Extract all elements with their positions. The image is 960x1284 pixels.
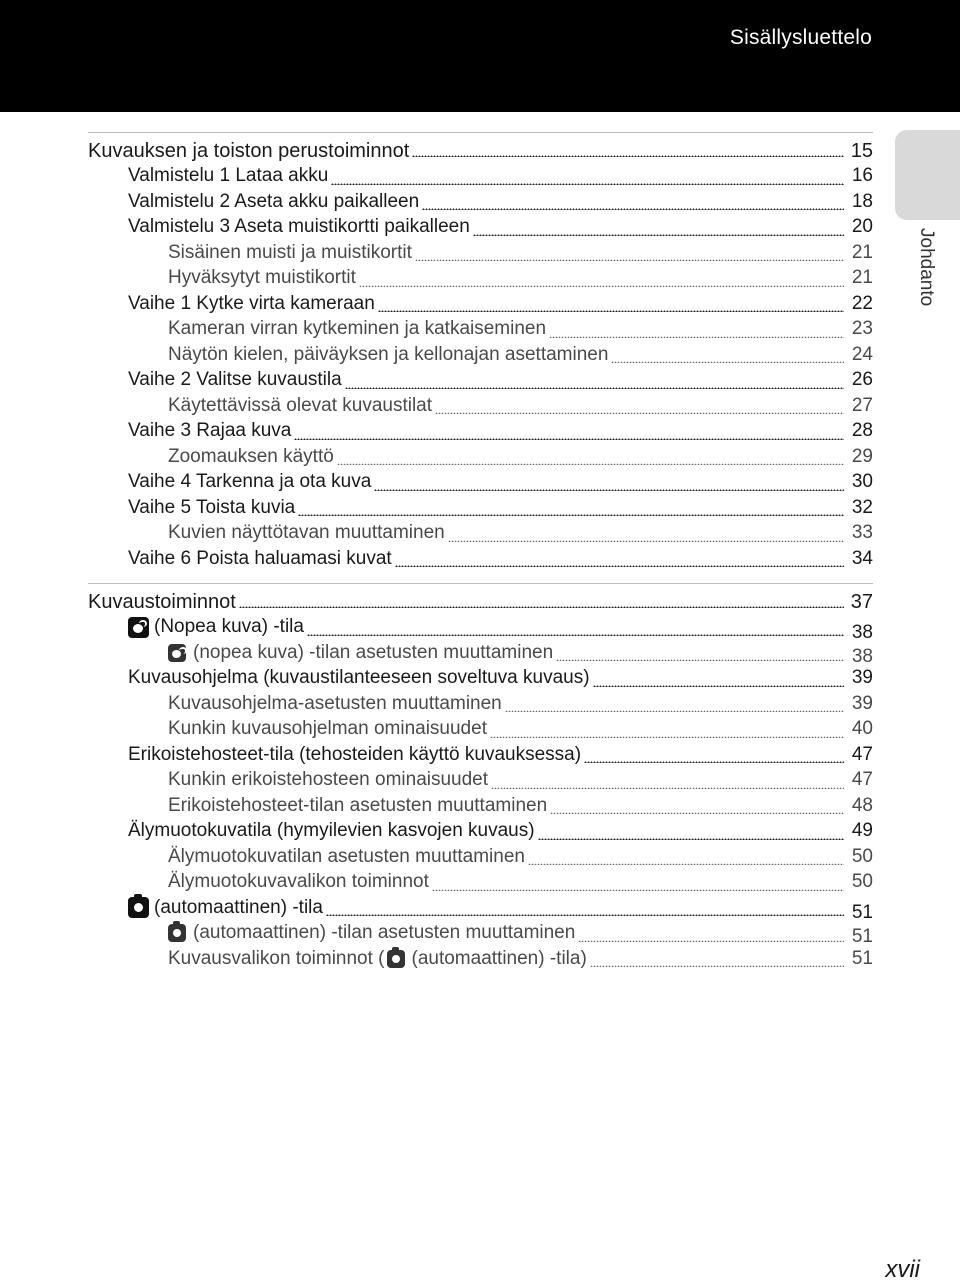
toc-page-number: 39 bbox=[851, 692, 873, 714]
toc-entry-text: Älymuotokuvatilan asetusten muuttaminen bbox=[168, 845, 525, 867]
toc-page-number: 26 bbox=[851, 369, 873, 390]
toc-entry[interactable] bbox=[88, 693, 873, 719]
toc-page-number: 32 bbox=[851, 496, 873, 518]
toc-entry[interactable] bbox=[88, 642, 873, 668]
toc-entry-text: Näytön kielen, päiväyksen ja kellonajan asettaminen bbox=[168, 343, 609, 365]
toc-entry[interactable] bbox=[88, 548, 873, 574]
toc-entry[interactable] bbox=[88, 165, 873, 191]
toc-entry-text: Erikoistehosteet-tilan asetusten muuttaminen bbox=[168, 794, 548, 816]
toc-page-number: 18 bbox=[851, 190, 873, 212]
dot-leader bbox=[345, 387, 844, 389]
toc-entry-title bbox=[168, 522, 445, 544]
dot-leader bbox=[549, 336, 844, 338]
toc-entry-title bbox=[168, 693, 502, 715]
dot-leader bbox=[550, 812, 844, 814]
toc-page-number: 16 bbox=[851, 165, 873, 186]
toc-entry-title bbox=[128, 293, 375, 315]
toc-entry-title bbox=[168, 795, 547, 817]
toc-entry[interactable] bbox=[88, 948, 873, 974]
toc-entry[interactable] bbox=[88, 344, 873, 370]
dot-leader bbox=[298, 514, 844, 516]
toc-page-number: 48 bbox=[851, 794, 873, 816]
toc-page-number: 21 bbox=[851, 267, 873, 288]
toc-page-number: 38 bbox=[851, 645, 873, 667]
toc-page-number: 49 bbox=[851, 820, 873, 841]
toc-entry-title bbox=[168, 395, 432, 417]
toc-entry[interactable] bbox=[88, 897, 873, 923]
toc-section-heading[interactable] bbox=[88, 584, 873, 616]
easy-auto-icon bbox=[168, 644, 186, 662]
toc-entry-title bbox=[128, 497, 295, 519]
toc-entry-text: (automaattinen) -tila bbox=[154, 896, 323, 918]
dot-leader bbox=[611, 361, 844, 363]
dot-leader bbox=[331, 183, 844, 185]
dot-leader bbox=[490, 736, 844, 738]
toc-entry-text: Hyväksytyt muistikortit bbox=[168, 267, 356, 288]
toc-page-number: 51 bbox=[851, 902, 873, 923]
toc-entry-text: Kuvien näyttötavan muuttaminen bbox=[168, 522, 445, 543]
dot-leader bbox=[359, 285, 844, 287]
toc-entry-title bbox=[128, 471, 371, 493]
toc-page-number: 39 bbox=[851, 667, 873, 688]
toc-entry-text: Kuvauksen ja toiston perustoiminnot bbox=[88, 140, 410, 162]
toc-entry-title bbox=[168, 769, 488, 791]
toc-entry-text: Älymuotokuvavalikon toiminnot bbox=[168, 871, 429, 892]
dot-leader bbox=[584, 761, 844, 763]
toc-entry[interactable] bbox=[88, 922, 873, 948]
toc-entry[interactable] bbox=[88, 744, 873, 770]
toc-entry-title bbox=[168, 267, 356, 289]
side-tab-label: Johdanto bbox=[916, 228, 937, 307]
toc-entry-text: Valmistelu 1 Lataa akku bbox=[128, 165, 329, 186]
toc-entry-title bbox=[128, 165, 328, 187]
toc-entry[interactable] bbox=[88, 267, 873, 293]
toc-entry-title bbox=[128, 897, 323, 919]
toc-entry-text: Valmistelu 3 Aseta muistikortti paikalleen bbox=[128, 216, 470, 237]
toc-entry-text: Vaihe 4 Tarkenna ja ota kuva bbox=[128, 471, 372, 492]
dot-leader bbox=[590, 965, 844, 967]
toc-entry-text-after: (automaattinen) -tila) bbox=[411, 947, 587, 969]
toc-page-number: 29 bbox=[851, 445, 873, 467]
toc-entry[interactable] bbox=[88, 769, 873, 795]
dot-leader bbox=[307, 634, 844, 636]
toc-entry[interactable] bbox=[88, 497, 873, 523]
dot-leader bbox=[578, 940, 844, 942]
dot-leader bbox=[239, 606, 844, 608]
toc-entry[interactable] bbox=[88, 318, 873, 344]
toc-entry-text: Käytettävissä olevat kuvaustilat bbox=[168, 394, 433, 416]
dot-leader bbox=[528, 863, 844, 865]
toc-entry-title bbox=[128, 616, 304, 638]
toc-entry-title bbox=[128, 744, 581, 766]
toc-entry[interactable] bbox=[88, 395, 873, 421]
toc-entry[interactable] bbox=[88, 718, 873, 744]
toc-entry-text: Zoomauksen käyttö bbox=[168, 445, 334, 467]
easy-auto-icon bbox=[128, 617, 149, 638]
header-title: Sisällysluettelo bbox=[729, 26, 872, 49]
toc-page-number: 47 bbox=[851, 743, 873, 765]
toc-entry-text: (Nopea kuva) -tila bbox=[154, 616, 304, 637]
dot-leader bbox=[491, 787, 844, 789]
toc-entry-text: (nopea kuva) -tilan asetusten muuttaminen bbox=[193, 641, 554, 663]
toc-entry-title bbox=[128, 548, 392, 570]
toc-section-heading[interactable] bbox=[88, 133, 873, 165]
toc-entry-title bbox=[168, 871, 429, 893]
toc-page-number: 38 bbox=[851, 621, 873, 643]
toc-entry-text: Kuvausvalikon toiminnot ( bbox=[168, 947, 385, 969]
toc-entry-title bbox=[168, 242, 412, 264]
dot-leader bbox=[337, 463, 844, 465]
toc-page-number: 23 bbox=[851, 318, 873, 339]
toc-entry[interactable] bbox=[88, 242, 873, 268]
dot-leader bbox=[378, 310, 844, 312]
toc-entry-title bbox=[168, 948, 587, 970]
dot-leader bbox=[448, 540, 844, 542]
dot-leader bbox=[374, 489, 844, 491]
toc-entry[interactable] bbox=[88, 191, 873, 217]
header-bar bbox=[0, 0, 960, 112]
toc-entry-text: (automaattinen) -tilan asetusten muuttaminen bbox=[193, 922, 576, 943]
toc-entry-text: Vaihe 1 Kytke virta kameraan bbox=[128, 292, 375, 314]
toc-entry-title bbox=[168, 318, 546, 340]
toc-entry[interactable] bbox=[88, 293, 873, 319]
toc-page-number: 51 bbox=[851, 947, 873, 969]
toc-entry-title bbox=[88, 591, 236, 614]
toc-page-number: 40 bbox=[851, 718, 873, 739]
toc-page-number: 33 bbox=[851, 522, 873, 543]
toc-entry[interactable] bbox=[88, 795, 873, 821]
toc-entry-text: Kunkin kuvausohjelman ominaisuudet bbox=[168, 718, 487, 739]
dot-leader bbox=[435, 412, 844, 414]
toc-page-number: 21 bbox=[851, 241, 873, 263]
dot-leader bbox=[294, 438, 844, 440]
toc-entry-title bbox=[128, 191, 419, 213]
toc-entry-text: Vaihe 2 Valitse kuvaustila bbox=[128, 369, 342, 390]
toc-entry[interactable] bbox=[88, 871, 873, 897]
camera-auto-icon bbox=[128, 897, 149, 918]
dot-leader bbox=[415, 259, 844, 261]
toc-entry-text: Sisäinen muisti ja muistikortit bbox=[168, 241, 412, 263]
toc-entry[interactable] bbox=[88, 471, 873, 497]
toc-page-number: 22 bbox=[851, 292, 873, 314]
toc-entry-title bbox=[88, 140, 409, 163]
toc-page-number: 30 bbox=[851, 471, 873, 492]
toc-entry-title bbox=[168, 642, 553, 664]
toc-page-number: 47 bbox=[851, 769, 873, 790]
toc-page-number: 50 bbox=[851, 871, 873, 892]
toc-entry-title bbox=[128, 820, 535, 842]
toc-entry-text: Vaihe 6 Poista haluamasi kuvat bbox=[128, 547, 392, 569]
toc-entry-title bbox=[128, 420, 291, 442]
toc-entry-title bbox=[128, 369, 342, 391]
table-of-contents bbox=[88, 132, 873, 973]
toc-entry-title bbox=[128, 667, 590, 689]
dot-leader bbox=[326, 914, 844, 916]
toc-entry[interactable] bbox=[88, 667, 873, 693]
toc-entry[interactable] bbox=[88, 820, 873, 846]
toc-entry[interactable] bbox=[88, 216, 873, 242]
toc-entry-title bbox=[168, 846, 525, 868]
toc-entry-text: Kuvaustoiminnot bbox=[88, 591, 236, 613]
toc-entry-title bbox=[168, 718, 487, 740]
toc-entry-title bbox=[168, 446, 334, 468]
toc-entry[interactable] bbox=[88, 369, 873, 395]
toc-entry-text: Älymuotokuvatila (hymyilevien kasvojen kuvaus) bbox=[128, 820, 535, 841]
toc-page-number: 51 bbox=[851, 926, 873, 947]
dot-leader bbox=[422, 208, 844, 210]
camera-auto-icon bbox=[387, 950, 405, 968]
side-tab bbox=[895, 130, 960, 220]
toc-entry[interactable] bbox=[88, 846, 873, 872]
dot-leader bbox=[473, 234, 844, 236]
toc-page-number: 37 bbox=[850, 591, 873, 613]
toc-entry-title bbox=[128, 216, 470, 238]
toc-entry-text: Erikoistehosteet-tila (tehosteiden käyttö kuvauksessa) bbox=[128, 743, 582, 765]
dot-leader bbox=[395, 565, 844, 567]
toc-entry[interactable] bbox=[88, 446, 873, 472]
dot-leader bbox=[593, 685, 844, 687]
toc-page-number: 24 bbox=[851, 343, 873, 365]
dot-leader bbox=[412, 155, 844, 157]
toc-entry-text: Vaihe 5 Toista kuvia bbox=[128, 496, 296, 518]
toc-page-number: 50 bbox=[851, 845, 873, 867]
toc-page-number: 27 bbox=[851, 394, 873, 416]
toc-entry-title bbox=[168, 344, 608, 366]
toc-entry-text: Kunkin erikoistehosteen ominaisuudet bbox=[168, 769, 489, 790]
toc-entry-text: Kuvausohjelma (kuvaustilanteeseen soveltuva kuvaus) bbox=[128, 667, 590, 688]
dot-leader bbox=[432, 889, 844, 891]
dot-leader bbox=[556, 659, 844, 661]
dot-leader bbox=[505, 710, 844, 712]
toc-entry-title bbox=[168, 922, 575, 944]
toc-page-number: 15 bbox=[850, 140, 873, 162]
toc-page-number: 28 bbox=[851, 420, 873, 441]
toc-entry-text: Vaihe 3 Rajaa kuva bbox=[128, 420, 292, 441]
toc-page-number: 34 bbox=[851, 547, 873, 569]
dot-leader bbox=[538, 838, 844, 840]
camera-auto-icon bbox=[168, 924, 186, 942]
toc-page-number: 20 bbox=[851, 216, 873, 237]
toc-entry-text: Valmistelu 2 Aseta akku paikalleen bbox=[128, 190, 420, 212]
toc-entry[interactable] bbox=[88, 420, 873, 446]
page-number: xvii bbox=[885, 1256, 920, 1283]
toc-entry-text: Kuvausohjelma-asetusten muuttaminen bbox=[168, 692, 502, 714]
toc-entry[interactable] bbox=[88, 616, 873, 642]
toc-entry[interactable] bbox=[88, 522, 873, 548]
toc-entry-text: Kameran virran kytkeminen ja katkaiseminen bbox=[168, 318, 547, 339]
